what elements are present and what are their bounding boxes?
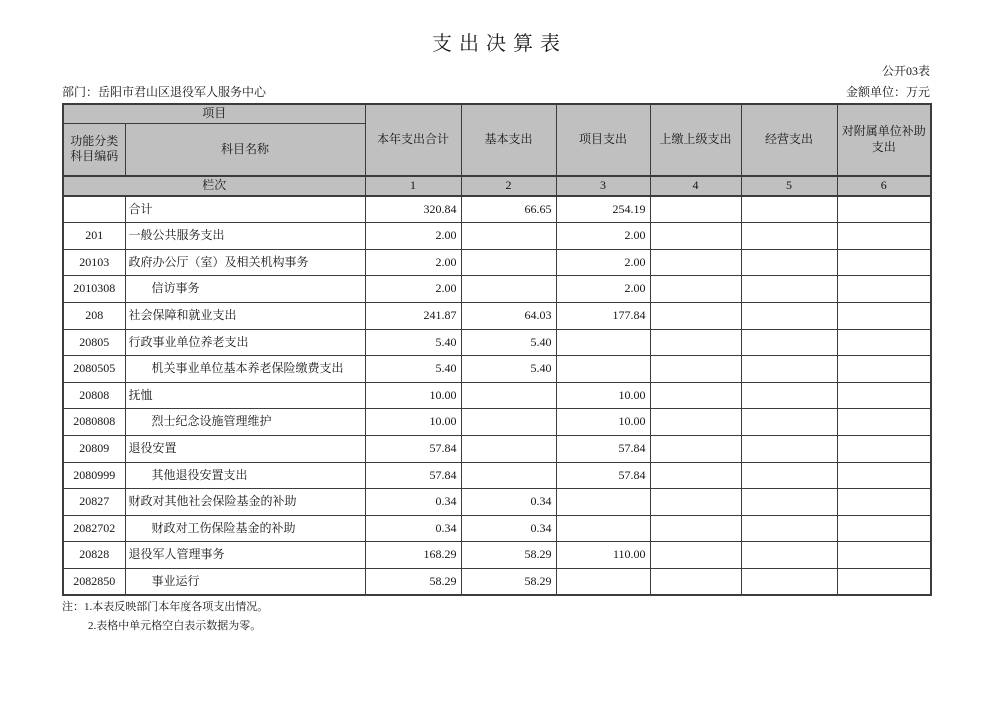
subject-name-cell: 政府办公厅（室）及相关机构事务 bbox=[125, 249, 365, 276]
amount-cell bbox=[837, 542, 931, 569]
amount-cell bbox=[650, 302, 741, 329]
subject-name-cell: 抚恤 bbox=[125, 382, 365, 409]
amount-cell: 2.00 bbox=[365, 276, 461, 303]
amount-cell: 58.29 bbox=[365, 568, 461, 595]
header-project: 项目 bbox=[63, 104, 365, 123]
function-code-cell: 201 bbox=[63, 223, 125, 250]
amount-cell bbox=[650, 435, 741, 462]
amount-cell bbox=[837, 409, 931, 436]
amount-cell bbox=[741, 196, 837, 223]
amount-cell bbox=[650, 276, 741, 303]
amount-cell bbox=[837, 515, 931, 542]
table-row bbox=[63, 329, 931, 356]
amount-cell bbox=[837, 223, 931, 250]
amount-cell: 57.84 bbox=[365, 435, 461, 462]
amount-cell bbox=[556, 329, 650, 356]
header-rank-row bbox=[63, 176, 931, 196]
rank-col-2: 2 bbox=[461, 176, 556, 196]
amount-cell: 10.00 bbox=[365, 382, 461, 409]
function-code-cell: 2010308 bbox=[63, 276, 125, 303]
table-row bbox=[63, 382, 931, 409]
amount-cell: 10.00 bbox=[365, 409, 461, 436]
amount-cell: 58.29 bbox=[461, 568, 556, 595]
amount-cell: 5.40 bbox=[365, 329, 461, 356]
amount-cell bbox=[461, 435, 556, 462]
header-col-upturned-expenditure: 上缴上级支出 bbox=[650, 104, 741, 176]
amount-cell bbox=[741, 568, 837, 595]
rank-label: 栏次 bbox=[63, 176, 365, 196]
rank-col-6: 6 bbox=[837, 176, 931, 196]
subject-name-cell: 退役安置 bbox=[125, 435, 365, 462]
page-title: 支出决算表 bbox=[432, 33, 567, 55]
table-row bbox=[63, 568, 931, 595]
function-code-cell: 2080999 bbox=[63, 462, 125, 489]
amount-cell: 64.03 bbox=[461, 302, 556, 329]
amount-cell bbox=[741, 223, 837, 250]
subject-name-cell: 烈士纪念设施管理维护 bbox=[125, 409, 365, 436]
header-col-subsidy-expenditure: 对附属单位补助支出 bbox=[837, 104, 931, 176]
table-row bbox=[63, 196, 931, 223]
amount-cell: 2.00 bbox=[556, 223, 650, 250]
function-code-cell: 2082850 bbox=[63, 568, 125, 595]
department-label: 部门：岳阳市君山区退役军人服务中心 bbox=[62, 85, 267, 99]
amount-cell bbox=[741, 435, 837, 462]
header-col-total-expenditure: 本年支出合计 bbox=[365, 104, 461, 176]
amount-cell bbox=[837, 435, 931, 462]
table-row bbox=[63, 409, 931, 436]
amount-cell bbox=[741, 515, 837, 542]
unit-label: 金额单位：万元 bbox=[845, 85, 930, 99]
amount-cell bbox=[650, 462, 741, 489]
amount-cell bbox=[837, 568, 931, 595]
table-row bbox=[63, 356, 931, 383]
amount-cell bbox=[556, 515, 650, 542]
amount-cell bbox=[741, 276, 837, 303]
amount-cell bbox=[650, 223, 741, 250]
amount-cell bbox=[650, 356, 741, 383]
form-code-label: 公开03表 bbox=[881, 64, 930, 78]
amount-cell bbox=[556, 356, 650, 383]
subject-name-cell: 一般公共服务支出 bbox=[125, 223, 365, 250]
table-row bbox=[63, 542, 931, 569]
function-code-cell: 20827 bbox=[63, 489, 125, 516]
amount-cell bbox=[461, 462, 556, 489]
amount-cell bbox=[741, 409, 837, 436]
amount-cell bbox=[837, 302, 931, 329]
amount-cell: 0.34 bbox=[365, 515, 461, 542]
amount-cell bbox=[650, 329, 741, 356]
amount-cell bbox=[741, 249, 837, 276]
amount-cell bbox=[837, 462, 931, 489]
amount-cell: 110.00 bbox=[556, 542, 650, 569]
amount-cell bbox=[461, 249, 556, 276]
function-code-cell: 20808 bbox=[63, 382, 125, 409]
amount-cell bbox=[837, 196, 931, 223]
amount-cell: 57.84 bbox=[556, 462, 650, 489]
rank-col-5: 5 bbox=[741, 176, 837, 196]
table-row bbox=[63, 435, 931, 462]
table-row bbox=[63, 489, 931, 516]
amount-cell bbox=[837, 249, 931, 276]
amount-cell bbox=[650, 196, 741, 223]
amount-cell: 168.29 bbox=[365, 542, 461, 569]
amount-cell: 5.40 bbox=[461, 356, 556, 383]
footnotes bbox=[62, 598, 268, 635]
table-row bbox=[63, 223, 931, 250]
subject-name-cell: 合计 bbox=[125, 196, 365, 223]
amount-cell: 5.40 bbox=[461, 329, 556, 356]
amount-cell bbox=[741, 382, 837, 409]
amount-cell: 10.00 bbox=[556, 409, 650, 436]
rank-col-1: 1 bbox=[365, 176, 461, 196]
header-group-row bbox=[63, 104, 931, 123]
amount-cell: 254.19 bbox=[556, 196, 650, 223]
amount-cell bbox=[837, 276, 931, 303]
amount-cell: 2.00 bbox=[365, 249, 461, 276]
amount-cell: 241.87 bbox=[365, 302, 461, 329]
amount-cell: 0.34 bbox=[461, 489, 556, 516]
table-row bbox=[63, 515, 931, 542]
function-code-cell: 208 bbox=[63, 302, 125, 329]
amount-cell: 66.65 bbox=[461, 196, 556, 223]
amount-cell bbox=[741, 356, 837, 383]
subject-name-cell: 机关事业单位基本养老保险缴费支出 bbox=[125, 356, 365, 383]
meta-row bbox=[62, 83, 930, 100]
amount-cell bbox=[650, 249, 741, 276]
table-row bbox=[63, 276, 931, 303]
amount-cell bbox=[461, 382, 556, 409]
amount-cell bbox=[461, 276, 556, 303]
amount-cell bbox=[650, 382, 741, 409]
function-code-cell: 20828 bbox=[63, 542, 125, 569]
amount-cell: 2.00 bbox=[365, 223, 461, 250]
function-code-cell bbox=[63, 196, 125, 223]
amount-cell bbox=[461, 409, 556, 436]
rank-col-4: 4 bbox=[650, 176, 741, 196]
amount-cell: 2.00 bbox=[556, 249, 650, 276]
amount-cell bbox=[741, 329, 837, 356]
function-code-cell: 2082702 bbox=[63, 515, 125, 542]
subject-name-cell: 事业运行 bbox=[125, 568, 365, 595]
subject-name-cell: 信访事务 bbox=[125, 276, 365, 303]
subject-name-cell: 社会保障和就业支出 bbox=[125, 302, 365, 329]
header-col-basic-expenditure: 基本支出 bbox=[461, 104, 556, 176]
function-code-cell: 2080505 bbox=[63, 356, 125, 383]
expenditure-table bbox=[62, 103, 932, 596]
function-code-cell: 20103 bbox=[63, 249, 125, 276]
subject-name-cell: 其他退役安置支出 bbox=[125, 462, 365, 489]
header-function-code: 功能分类科目编码 bbox=[63, 123, 125, 176]
amount-cell bbox=[837, 382, 931, 409]
note-line-1: 注：1.本表反映部门本年度各项支出情况。 bbox=[62, 601, 269, 613]
amount-cell bbox=[650, 489, 741, 516]
amount-cell: 0.34 bbox=[461, 515, 556, 542]
amount-cell bbox=[556, 489, 650, 516]
amount-cell bbox=[741, 489, 837, 516]
amount-cell bbox=[837, 329, 931, 356]
function-code-cell: 2080808 bbox=[63, 409, 125, 436]
amount-cell bbox=[741, 462, 837, 489]
header-col-operating-expenditure: 经营支出 bbox=[741, 104, 837, 176]
table-row bbox=[63, 302, 931, 329]
note-line-2: 2.表格中单元格空白表示数据为零。 bbox=[88, 619, 262, 632]
subject-name-cell: 退役军人管理事务 bbox=[125, 542, 365, 569]
amount-cell: 320.84 bbox=[365, 196, 461, 223]
amount-cell: 0.34 bbox=[365, 489, 461, 516]
amount-cell: 177.84 bbox=[556, 302, 650, 329]
rank-col-3: 3 bbox=[556, 176, 650, 196]
amount-cell bbox=[461, 223, 556, 250]
subject-name-cell: 财政对其他社会保险基金的补助 bbox=[125, 489, 365, 516]
amount-cell: 2.00 bbox=[556, 276, 650, 303]
function-code-cell: 20805 bbox=[63, 329, 125, 356]
subject-name-cell: 财政对工伤保险基金的补助 bbox=[125, 515, 365, 542]
subject-name-cell: 行政事业单位养老支出 bbox=[125, 329, 365, 356]
amount-cell: 57.84 bbox=[556, 435, 650, 462]
amount-cell: 57.84 bbox=[365, 462, 461, 489]
amount-cell bbox=[650, 568, 741, 595]
table-row bbox=[63, 249, 931, 276]
amount-cell: 10.00 bbox=[556, 382, 650, 409]
header-subject-name: 科目名称 bbox=[125, 123, 365, 176]
amount-cell bbox=[741, 542, 837, 569]
amount-cell: 5.40 bbox=[365, 356, 461, 383]
amount-cell bbox=[837, 489, 931, 516]
amount-cell bbox=[650, 542, 741, 569]
table-row bbox=[63, 462, 931, 489]
amount-cell bbox=[837, 356, 931, 383]
amount-cell: 58.29 bbox=[461, 542, 556, 569]
amount-cell bbox=[650, 409, 741, 436]
amount-cell bbox=[556, 568, 650, 595]
header-col-project-expenditure: 项目支出 bbox=[556, 104, 650, 176]
function-code-cell: 20809 bbox=[63, 435, 125, 462]
amount-cell bbox=[650, 515, 741, 542]
amount-cell bbox=[741, 302, 837, 329]
